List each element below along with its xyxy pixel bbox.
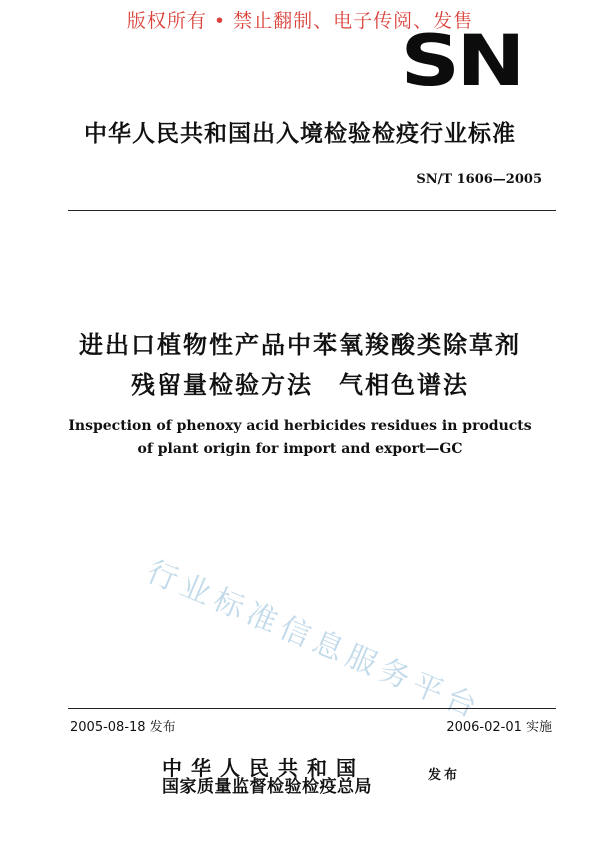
title-cn-line1: 进出口植物性产品中苯氧羧酸类除草剂 (79, 331, 521, 359)
issuer-country: 中华人民共和国 (162, 756, 365, 780)
title-en-line1: Inspection of phenoxy acid herbicides residues in products (68, 418, 532, 434)
title-cn-line2: 残留量检验方法 气相色谱法 (131, 371, 469, 399)
release-date: 2005-08-18 发布 (70, 720, 176, 735)
copyright-notice: 版权所有 • 禁止翻制、电子传阅、发售 (126, 10, 474, 32)
publish-label: 发布 (428, 768, 461, 783)
watermark: 行业标准信息服务平台 (141, 554, 487, 727)
issuer-agency: 国家质量监督检验检疫总局 (162, 777, 372, 797)
top-divider (68, 210, 556, 211)
industry-standard-heading: 中华人民共和国出入境检验检疫行业标准 (84, 121, 516, 147)
implementation-date: 2006-02-01 实施 (446, 720, 552, 735)
standard-number: SN/T 1606—2005 (416, 172, 542, 187)
title-en-line2: of plant origin for import and export—GC (137, 441, 463, 457)
bottom-divider (68, 708, 556, 709)
sn-logo: SN (400, 20, 522, 102)
